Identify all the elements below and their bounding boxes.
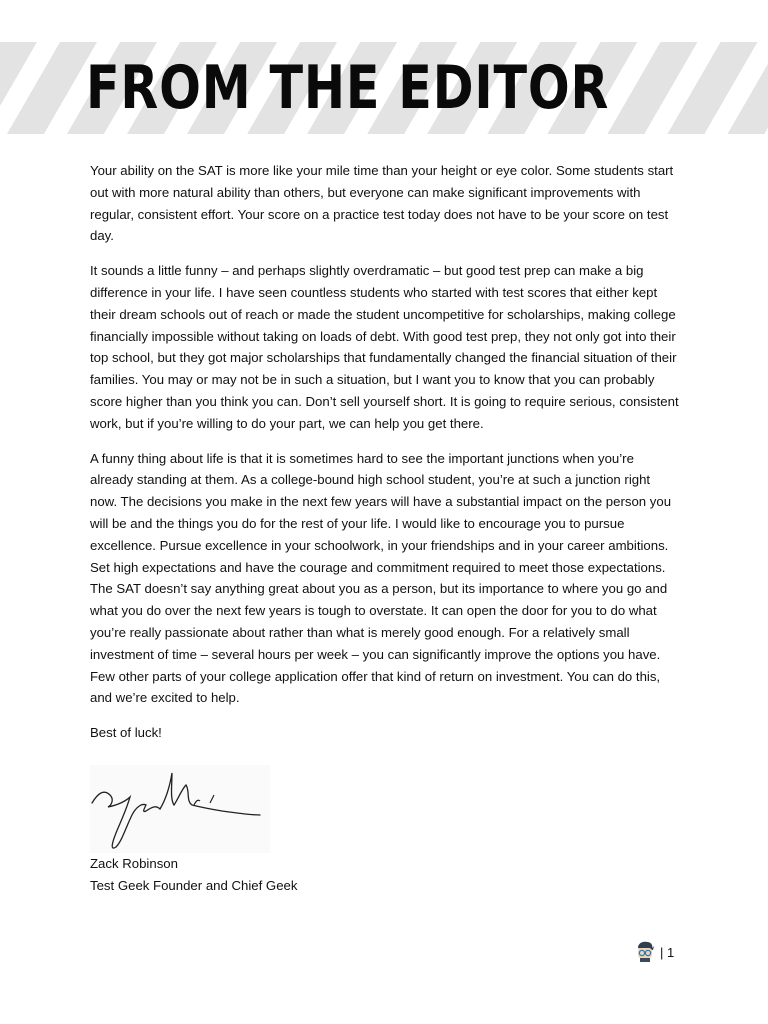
- page-footer: [634, 940, 674, 964]
- closing-line: Best of luck!: [90, 725, 162, 741]
- paragraph-3: A funny thing about life is that it is sometimes hard to see the important junctions when you’re already standing at them. As a college-bound high school student, you’re at such a junction right now. The decisions you make in the next few years will have a substantial impact on the person you will be and the things you do for the rest of your life. I would like to encourage you to pursue excellence. Pursue excellence in your schoolwork, in your friendships and in your career ambitions. Set high expectations and have the courage and commitment required to meet those expectations. The SAT doesn’t say anything great about you as a person, but its importance to where you go and what you do over the next few years is tough to overstate. It can open the door for you to do what you’re really passionate about rather than what is merely good enough. For a relatively small investment of time – several hours per week – you can significantly improve the options you have. Few other parts of your college application offer that kind of return on investment. You can do this, and we’re excited to help.: [90, 450, 672, 706]
- paragraph-2: It sounds a little funny – and perhaps slightly overdramatic – but good test prep can make a big difference in your life. I have seen countless students who started with test scores that either kept their dream schools out of reach or made the student uncompetitive for scholarships, making college financially impossible without taking on loads of debt. With good test prep, they not only got into their top school, but they got major scholarships that fundamentally changed the financial situation of their families. You may or may not be in such a situation, but I want you to know that you can probably score higher than you think you can. Don’t sell yourself short. It is going to require serious, consistent work, but if you’re willing to do your part, we can help you get there.: [90, 263, 679, 431]
- signer-name: Zack Robinson: [90, 856, 178, 871]
- signer-title: Test Geek Founder and Chief Geek: [90, 877, 298, 893]
- page-number: | 1: [660, 944, 675, 960]
- letter-body: [90, 160, 680, 757]
- paragraph-1: Your ability on the SAT is more like your mile time than your height or eye color. Some students start out with more natural ability than others, but everyone can make significant improvements with regular, consistent effort. Your score on a practice test today does not have to be your score on test day.: [90, 163, 674, 244]
- header-banner: [0, 42, 768, 134]
- signature-image: [90, 765, 270, 853]
- geek-mascot-icon: [634, 940, 656, 965]
- signer-block: [90, 853, 297, 897]
- page-title: FROM THE EDITOR: [86, 53, 610, 123]
